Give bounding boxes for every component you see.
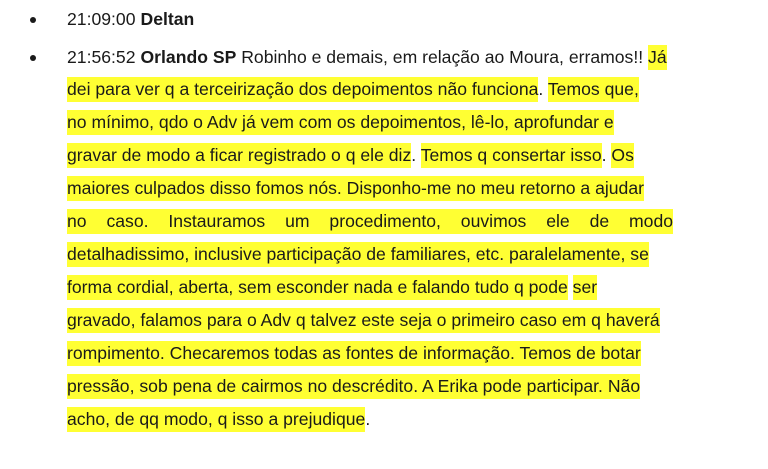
msg-line-5-highlight: maiores culpados disso fomos nós. Disponho-me no meu retorno a ajudar bbox=[67, 176, 644, 201]
msg-line-11-highlight: pressão, sob pena de cairmos no descrédito. A Erika pode participar. Não bbox=[67, 374, 640, 399]
msg-line-2 bbox=[67, 79, 639, 99]
bullet-2 bbox=[30, 55, 36, 61]
msg-line-4-highlight-3: Os bbox=[611, 143, 633, 168]
entry-2-header bbox=[67, 47, 667, 67]
msg-line-3 bbox=[67, 112, 614, 132]
entry-1-timestamp: 21:09:00 bbox=[67, 9, 136, 29]
msg-line-7 bbox=[67, 244, 649, 264]
msg-line-2-highlight-2: Temos que, bbox=[548, 77, 639, 102]
msg-line-10 bbox=[67, 343, 641, 363]
bullet-1 bbox=[30, 17, 36, 23]
entry-2-timestamp: 21:56:52 bbox=[67, 47, 136, 67]
msg-line-3-highlight: no mínimo, qdo o Adv já vem com os depoimentos, lê-lo, aprofundar e bbox=[67, 110, 614, 135]
msg-line-7-highlight: detalhadissimo, inclusive participação de familiares, etc. paralelamente, se bbox=[67, 242, 649, 267]
msg-line-4-highlight: gravar de modo a ficar registrado o q ele diz bbox=[67, 143, 411, 168]
msg-line-8-highlight: forma cordial, aberta, sem esconder nada e falando tudo q pode bbox=[67, 275, 568, 300]
msg-line-8 bbox=[67, 277, 597, 297]
msg-line-9-highlight: gravado, falamos para o Adv q talvez este seja o primeiro caso em q haverá bbox=[67, 308, 660, 333]
msg-line-4 bbox=[67, 145, 634, 165]
msg-line-1-highlight: Já bbox=[648, 45, 667, 70]
msg-line-6-highlight: no caso. Instauramos um procedimento, ouvimos ele de modo bbox=[67, 209, 673, 234]
msg-line-4-highlight-2: Temos q consertar isso bbox=[421, 143, 602, 168]
msg-line-10-highlight: rompimento. Checaremos todas as fontes de informação. Temos de botar bbox=[67, 341, 641, 366]
msg-line-4-plain: . bbox=[411, 145, 417, 165]
entry-1-header bbox=[67, 9, 194, 29]
entry-1-author: Deltan bbox=[140, 9, 195, 29]
msg-line-12-plain: . bbox=[365, 409, 371, 429]
entry-2-author: Orlando SP bbox=[140, 47, 237, 67]
msg-line-12 bbox=[67, 409, 370, 429]
msg-line-2-plain: . bbox=[538, 79, 544, 99]
msg-line-6 bbox=[67, 211, 673, 231]
msg-line-11 bbox=[67, 376, 640, 396]
msg-line-2-highlight: dei para ver q a terceirização dos depoimentos não funciona bbox=[67, 77, 538, 102]
msg-line-9 bbox=[67, 310, 660, 330]
msg-line-12-highlight: acho, de qq modo, q isso a prejudique bbox=[67, 407, 365, 432]
msg-line-5 bbox=[67, 178, 644, 198]
msg-line-8-highlight-2: ser bbox=[573, 275, 597, 300]
msg-line-4-plain-2: . bbox=[601, 145, 607, 165]
msg-line-1-plain: Robinho e demais, em relação ao Moura, erramos!! bbox=[241, 47, 644, 67]
